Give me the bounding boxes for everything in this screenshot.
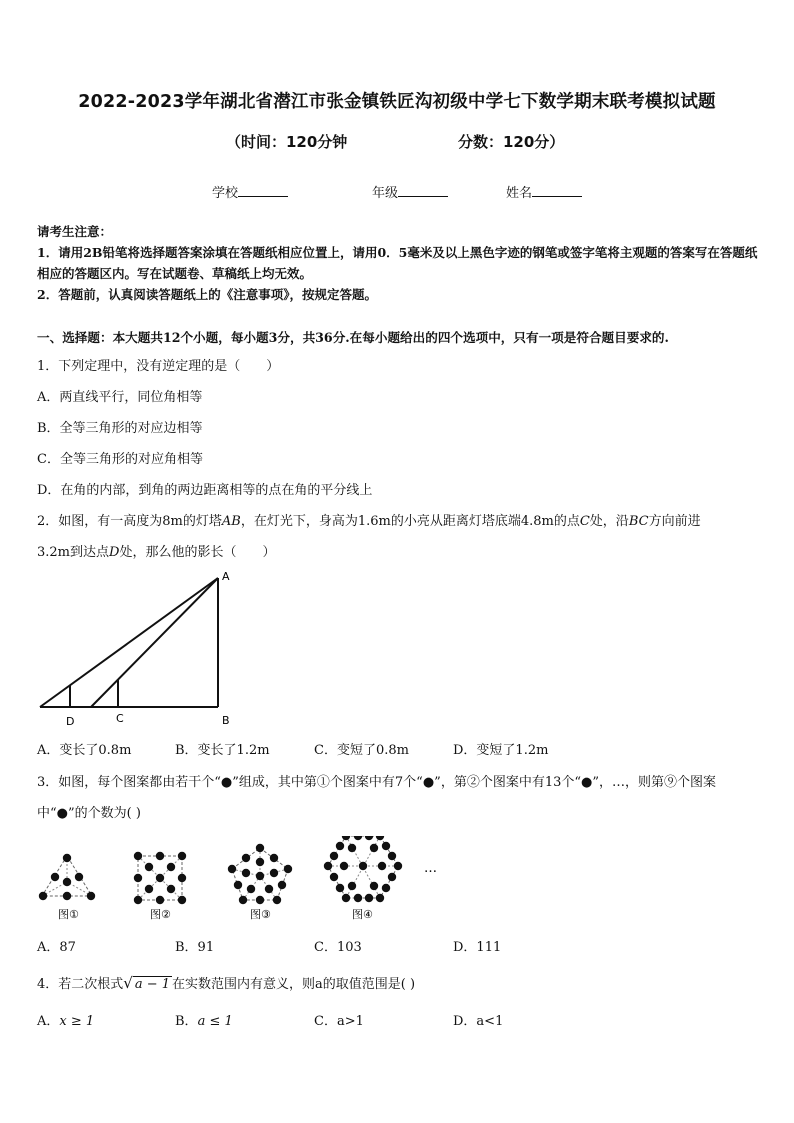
- exam-info: [0, 131, 794, 151]
- label-d: D: [66, 715, 75, 728]
- notice-heading: 请考生注意：: [37, 224, 113, 239]
- pattern-ellipsis: …: [424, 861, 437, 876]
- q3-option-c: C．103: [314, 940, 362, 955]
- page-title: 2022-2023学年湖北省潜江市张金镇铁匠沟初级中学七下数学期末联考模拟试题: [78, 92, 716, 112]
- label-b: B: [222, 714, 230, 727]
- pattern-4: [324, 836, 402, 921]
- q4-option-a: A．x ≥ 1: [37, 1014, 95, 1029]
- label-a: A: [222, 570, 230, 583]
- q1-option-b: B．全等三角形的对应边相等: [37, 421, 203, 436]
- q2-stem-line1: 2．如图，有一高度为8m的灯塔AB，在灯光下，身高为1.6m的小亮从距离灯塔底端4.8m的点C处，沿BC方向前进: [37, 514, 701, 529]
- exam-score: 分数：120分）: [458, 133, 565, 151]
- q1-stem: 1．下列定理中，没有逆定理的是（ ）: [37, 359, 280, 374]
- radicand: a − 1: [134, 977, 171, 992]
- q3-option-b: B．91: [175, 940, 215, 955]
- dot-pattern-figure: [30, 836, 450, 926]
- school-blank: [238, 182, 288, 197]
- q1-option-c: C．全等三角形的对应角相等: [37, 452, 203, 467]
- notice-block: [37, 221, 759, 305]
- light-ray-long: [40, 578, 218, 707]
- q4-option-b: B．a ≤ 1: [175, 1014, 233, 1029]
- q4-option-c: C．a>1: [314, 1014, 364, 1029]
- q2-stem-line2: 3.2m到达点D处，那么他的影长（ ）: [37, 545, 276, 560]
- q1-option-a: A．两直线平行，同位角相等: [37, 390, 203, 405]
- name-blank: [532, 182, 582, 197]
- grade-blank: [398, 182, 448, 197]
- notice-item-2: 2．答题前，认真阅读答题纸上的《注意事项》，按规定答题。: [37, 287, 377, 302]
- q3-stem-line2: 中“●”的个数为( ): [37, 806, 141, 821]
- grade-field: 年级: [372, 182, 398, 201]
- q4-option-d: D．a<1: [453, 1014, 504, 1029]
- school-field: 学校: [212, 182, 238, 201]
- section-heading: 一、选择题：本大题共12个小题，每小题3分，共36分.在每小题给出的四个选项中，只有一项是符合题目要求的.: [37, 330, 669, 345]
- q2-option-a: A．变长了0.8m: [37, 743, 132, 758]
- pattern-2: [134, 852, 186, 921]
- caption-4: 图④: [352, 908, 373, 921]
- pattern-1: [39, 854, 95, 921]
- q4-stem: 4．若二次根式√ a − 1 在实数范围内有意义，则a的取值范围是( ): [37, 974, 416, 992]
- lighthouse-figure: [30, 566, 245, 731]
- exam-time: （时间：120分钟: [226, 133, 348, 151]
- name-field: 姓名: [506, 182, 532, 201]
- q3-option-a: A．87: [37, 940, 76, 955]
- caption-3: 图③: [250, 908, 271, 921]
- caption-2: 图②: [150, 908, 171, 921]
- notice-item-1: 1．请用2B铅笔将选择题答案涂填在答题纸相应位置上，请用0．5毫米及以上黑色字迹的钢笔或签字笔将主观题的答案写在答题纸相应的答题区内。写在试题卷、草稿纸上均无效。: [37, 245, 758, 281]
- pattern-3: [228, 844, 292, 921]
- q2-option-b: B．变长了1.2m: [175, 743, 270, 758]
- light-ray-short: [91, 578, 218, 707]
- label-c: C: [116, 712, 124, 725]
- sqrt-symbol: √: [123, 974, 133, 992]
- q1-option-d: D．在角的内部，到角的两边距离相等的点在角的平分线上: [37, 483, 373, 498]
- q3-stem-line1: 3．如图，每个图案都由若干个“●”组成，其中第①个图案中有7个“●”，第②个图案中有13个“●”，…，则第⑨个图案: [37, 775, 716, 790]
- student-fields: [0, 182, 794, 200]
- q2-option-d: D．变短了1.2m: [453, 743, 549, 758]
- q3-option-d: D．111: [453, 940, 502, 955]
- q2-option-c: C．变短了0.8m: [314, 743, 409, 758]
- caption-1: 图①: [58, 908, 79, 921]
